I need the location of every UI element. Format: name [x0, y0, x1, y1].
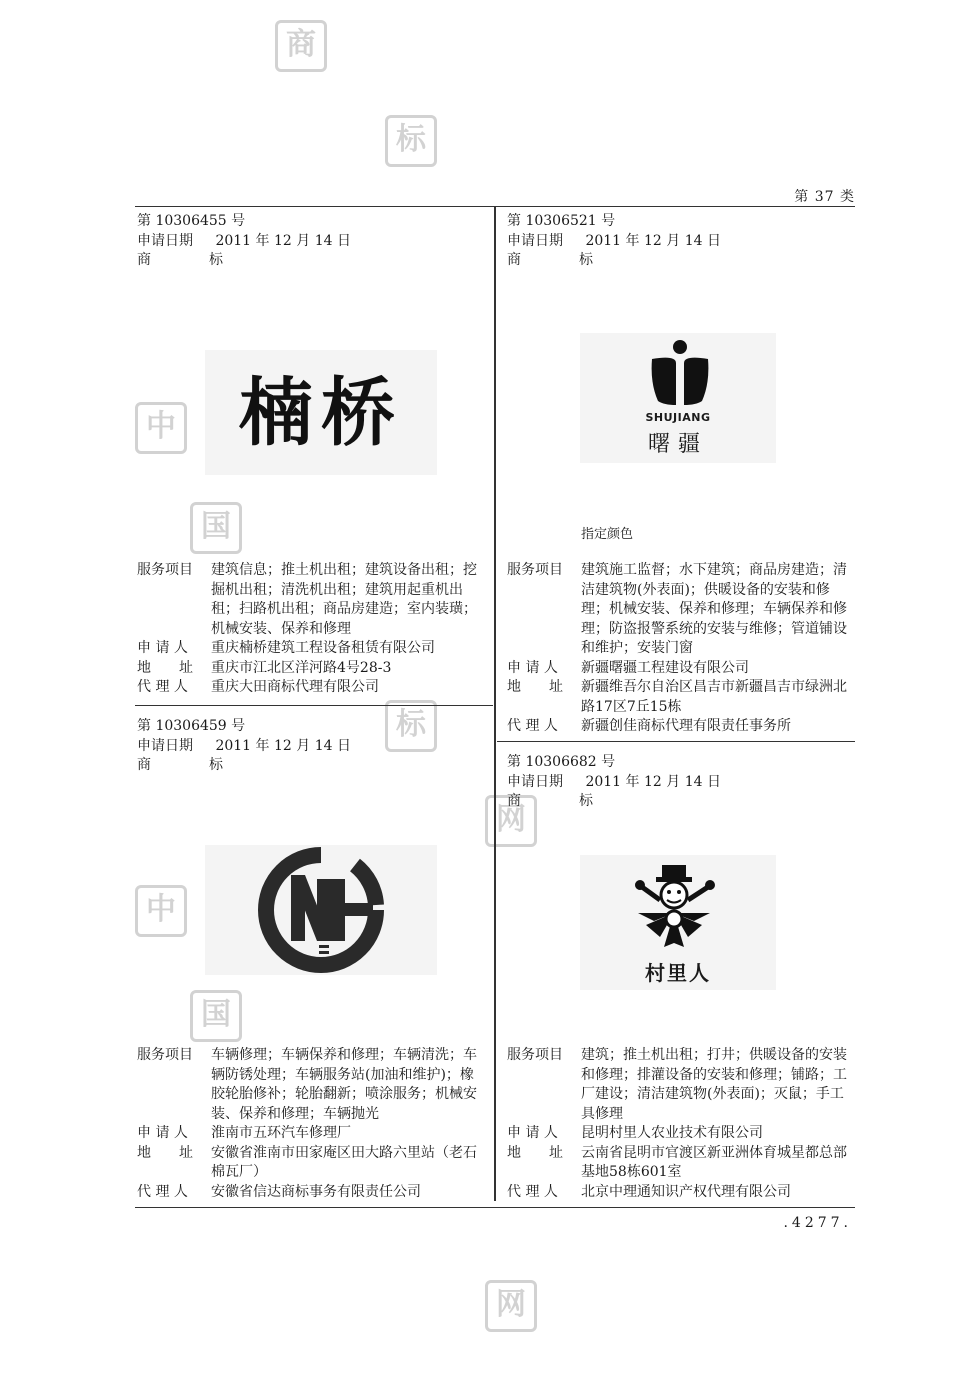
- page-number: .4277.: [783, 1215, 852, 1231]
- address-row: [137, 659, 487, 679]
- date-row: [507, 232, 855, 252]
- date-row: [137, 737, 487, 757]
- agent-row: [137, 1183, 487, 1203]
- applicant-row: [137, 639, 487, 659]
- shujiang-logo-icon: [580, 333, 776, 413]
- trademark-text-english: SHUJIANG: [645, 411, 711, 424]
- mark-label: 商 标: [507, 793, 615, 809]
- number-suffix: 号: [231, 718, 246, 734]
- number-prefix: 第: [507, 213, 521, 229]
- entry-details: [507, 561, 855, 737]
- mark-label: 商 标: [507, 252, 615, 268]
- applicant-row: [137, 1124, 487, 1144]
- applicant-row: [507, 1124, 855, 1144]
- trademark-image: [580, 855, 776, 990]
- services-row: [507, 1046, 855, 1124]
- number-prefix: 第: [137, 213, 151, 229]
- mark-label: 商 标: [137, 757, 245, 773]
- agent-row: [507, 717, 855, 737]
- entry-number-row: [507, 753, 855, 773]
- day-label: 日: [337, 737, 352, 754]
- agent-name: 新疆创佳商标代理有限责任事务所: [581, 718, 791, 734]
- agent-label: 代 理 人: [137, 1183, 188, 1200]
- date-row: [137, 232, 487, 252]
- applicant-label: 申 请 人: [137, 1125, 188, 1141]
- address-label: 地 址: [507, 679, 563, 695]
- address-label: 地 址: [137, 659, 193, 676]
- column-divider: [494, 207, 496, 1201]
- address-text: 安徽省淮南市田家庵区田大路六里站（老石棉瓦厂）: [211, 1144, 477, 1180]
- services-text: 车辆修理；车辆保养和修理；车辆清洗；车辆防锈处理；车辆服务站(加油和维护)；橡胶轮胎修补；轮胎翻新；喷涂服务；机械安装、保养和修理；车辆抛光: [211, 1047, 477, 1122]
- wh-logo-icon: [205, 845, 437, 975]
- year-label: 年: [255, 232, 270, 249]
- agent-row: [507, 1183, 855, 1203]
- entry-number-row: [137, 717, 487, 737]
- address-text: 新疆维吾尔自治区昌吉市新疆昌吉市绿洲北路17区7丘15栋: [581, 679, 847, 715]
- applicant-name: 新疆曙疆工程建设有限公司: [581, 659, 749, 676]
- month-label: 月: [296, 737, 311, 754]
- address-label: 地 址: [507, 1144, 563, 1161]
- applicant-row: [507, 659, 855, 679]
- mark-row: [137, 756, 487, 776]
- applicant-name: 昆明村里人农业技术有限公司: [581, 1125, 763, 1141]
- services-label: 服务项目: [507, 1047, 563, 1063]
- address-text: 云南省昆明市官渡区新亚洲体育城星都总部基地58栋601室: [581, 1144, 847, 1180]
- applicant-label: 申 请 人: [507, 1125, 558, 1141]
- trademark-text: 村里人: [645, 961, 711, 985]
- class-label: 第 37 类: [794, 189, 855, 205]
- date-label: 申请日期: [507, 773, 563, 790]
- date-month: 12: [644, 232, 662, 249]
- month-label: 月: [666, 773, 681, 790]
- agent-label: 代 理 人: [507, 718, 558, 734]
- trademark-entry: [137, 717, 487, 776]
- address-row: [137, 1144, 487, 1183]
- day-label: 日: [707, 773, 722, 790]
- mark-row: [507, 251, 855, 271]
- left-entry-divider: [135, 705, 493, 706]
- bottom-rule: [135, 1207, 855, 1208]
- number-suffix: 号: [231, 213, 246, 229]
- mark-row: [137, 251, 487, 271]
- agent-name: 安徽省信达商标事务有限责任公司: [211, 1183, 421, 1200]
- watermark-char: 网: [485, 1280, 537, 1332]
- right-entry-divider: [497, 741, 855, 742]
- applicant-name: 淮南市五环汽车修理厂: [211, 1125, 351, 1141]
- date-label: 申请日期: [137, 737, 193, 754]
- date-day: 14: [684, 773, 703, 790]
- month-label: 月: [296, 232, 311, 249]
- trademark-image: [205, 845, 437, 975]
- year-label: 年: [625, 232, 640, 249]
- date-day: 14: [684, 232, 703, 249]
- date-label: 申请日期: [137, 232, 193, 249]
- number-suffix: 号: [601, 213, 616, 229]
- agent-label: 代 理 人: [507, 1183, 558, 1200]
- entry-details: [137, 1046, 487, 1202]
- date-year: 2011: [585, 773, 622, 790]
- date-day: 14: [314, 737, 333, 754]
- services-row: [137, 1046, 487, 1124]
- watermark-char: 国: [190, 502, 242, 554]
- month-label: 月: [666, 232, 681, 249]
- services-text: 建筑；推土机出租；打井；供暖设备的安装和修理；排灌设备的安装和修理；铺路；工厂建设；清洁建筑物(外表面)；灭鼠；手工具修理: [581, 1047, 847, 1122]
- services-row: [507, 561, 855, 659]
- date-row: [507, 773, 855, 793]
- watermark-char: 商: [275, 20, 327, 72]
- number-suffix: 号: [601, 754, 616, 770]
- entry-details: [507, 1046, 855, 1202]
- entry-number: 10306521: [525, 213, 597, 229]
- services-label: 服务项目: [137, 562, 193, 578]
- agent-name: 北京中理通知识产权代理有限公司: [581, 1183, 791, 1200]
- applicant-label: 申 请 人: [507, 659, 558, 676]
- applicant-label: 申 请 人: [137, 640, 188, 656]
- trademark-entry: [507, 212, 855, 271]
- trademark-text: 曙疆: [647, 432, 708, 457]
- services-label: 服务项目: [137, 1047, 193, 1063]
- date-year: 2011: [215, 232, 252, 249]
- services-text: 建筑信息；推土机出租；建筑设备出租；挖掘机出租；清洗机出租；建筑用起重机出租；扫路机出租；商品房建造；室内装璜；机械安装、保养和修理: [211, 562, 477, 637]
- agent-name: 重庆大田商标代理有限公司: [211, 679, 379, 695]
- day-label: 日: [707, 232, 722, 249]
- villager-mascot-icon: [580, 855, 776, 955]
- date-month: 12: [274, 737, 292, 754]
- trademark-image: [580, 333, 776, 463]
- date-label: 申请日期: [507, 232, 563, 249]
- trademark-image: [205, 350, 437, 475]
- color-note: 指定颜色: [581, 527, 634, 542]
- services-label: 服务项目: [507, 562, 563, 578]
- watermark-char: 中: [135, 402, 187, 454]
- agent-row: [137, 678, 487, 698]
- trademark-entry: [137, 212, 487, 271]
- services-text: 建筑施工监督；水下建筑；商品房建造；清洁建筑物(外表面)；供暖设备的安装和修理；机械安装、保养和修理；车辆保养和修理；防盗报警系统的安装与维修；管道铺设和维护；安装门窗: [581, 562, 847, 656]
- trademark-entry: [507, 753, 855, 812]
- number-prefix: 第: [137, 718, 151, 734]
- number-prefix: 第: [507, 754, 521, 770]
- agent-label: 代 理 人: [137, 679, 188, 695]
- day-label: 日: [337, 232, 352, 249]
- watermark-char: 中: [135, 885, 187, 937]
- watermark-char: 标: [385, 700, 437, 752]
- entry-number-row: [507, 212, 855, 232]
- year-label: 年: [625, 773, 640, 790]
- watermark-char: 网: [485, 795, 537, 847]
- applicant-name: 重庆楠桥建筑工程设备租赁有限公司: [211, 640, 435, 656]
- services-row: [137, 561, 487, 639]
- date-year: 2011: [215, 737, 252, 754]
- address-row: [507, 1144, 855, 1183]
- date-month: 12: [274, 232, 292, 249]
- trademark-text: 楠桥: [239, 370, 403, 456]
- entry-number: 10306455: [155, 213, 227, 229]
- entry-number: 10306682: [525, 754, 597, 770]
- watermark-char: 国: [190, 990, 242, 1042]
- year-label: 年: [255, 737, 270, 754]
- entry-number-row: [137, 212, 487, 232]
- entry-number: 10306459: [155, 718, 227, 734]
- watermark-char: 标: [385, 115, 437, 167]
- mark-label: 商 标: [137, 252, 245, 268]
- date-month: 12: [644, 773, 662, 790]
- address-label: 地 址: [137, 1144, 193, 1161]
- mark-row: [507, 792, 855, 812]
- address-text: 重庆市江北区洋河路4号28-3: [211, 659, 392, 676]
- date-year: 2011: [585, 232, 622, 249]
- entry-details: [137, 561, 487, 698]
- address-row: [507, 678, 855, 717]
- date-day: 14: [314, 232, 333, 249]
